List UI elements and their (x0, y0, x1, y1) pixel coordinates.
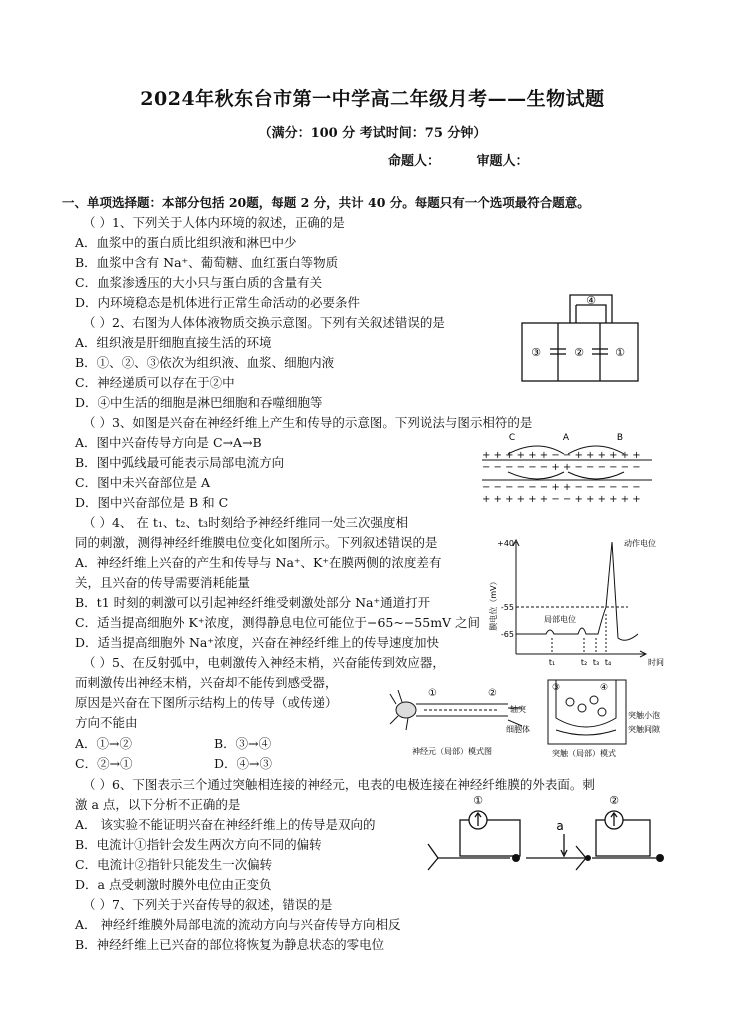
fig6-meter-2-label: ② (609, 794, 619, 807)
q6-option-a: A． 该实验不能证明兴奋在神经纤维上的传导是双向的 (75, 817, 376, 832)
figure-three-neurons (426, 790, 670, 880)
fig5-axon-label: 轴突 (510, 705, 526, 714)
q4-option-c: C．适当提高细胞外 K⁺浓度，测得静息电位可能位于−65~−55mV 之间 (75, 615, 481, 630)
question-4-stem-line1: （ ）4、 在 t₁、t₂、t₃时刻给予神经纤维同一处三次强度相 (83, 515, 408, 530)
page-title: 2024年秋东台市第一中学高二年级月考——生物试题 (140, 88, 605, 110)
figure-neuron-model (388, 680, 540, 760)
q7-option-b: B．神经纤维上已兴奋的部位将恢复为静息状态的零电位 (75, 937, 385, 952)
fig6-point-a-label: a (556, 819, 564, 833)
figure-synapse-model (546, 678, 670, 762)
fig2-label-4: ④ (586, 294, 596, 307)
q2-option-a: A．组织液是肝细胞直接生活的环境 (75, 335, 272, 350)
fig2-label-2: ② (574, 346, 584, 359)
question-3-stem: （ ）3、如图是兴奋在神经纤维上产生和传导的示意图。下列说法与图示相符的是 (83, 415, 533, 430)
fig5-cleft-label: 突触间隙 (628, 725, 660, 734)
question-6-stem-line1: （ ）6、下图表示三个通过突触相连接的神经元，电表的电极连接在神经纤维膜的外表面。刺 (83, 777, 595, 792)
question-7-stem: （ ）7、下列关于兴奋传导的叙述，错误的是 (83, 897, 333, 912)
fig5-neuron-label-1: ① (428, 688, 437, 699)
svg-text:+ + + + + + − − + + + + + +: + + + + + + − − + + + + + + (482, 450, 641, 461)
q6-option-d: D．a 点受刺激时膜外电位由正变负 (75, 877, 272, 892)
fig5-neuron-label-2: ② (488, 688, 497, 699)
section-heading: 一、单项选择题：本部分包括 20题，每题 2 分，共计 40 分。每题只有一个选项最符合题意。 (62, 195, 590, 210)
q2-option-b: B．①、②、③依次为组织液、血浆、细胞内液 (75, 355, 335, 370)
q2-option-d: D．④中生活的细胞是淋巴细胞和吞噬细胞等 (75, 395, 323, 410)
setter-label: 命题人： (388, 154, 441, 169)
fig5-synapse-label-4: ④ (600, 683, 609, 693)
question-2-stem: （ ）2、右图为人体体液物质交换示意图。下列有关叙述错误的是 (83, 315, 445, 330)
fig4-ytick-40: +40 (497, 539, 514, 548)
fig5-vesicle-label: 突触小泡 (628, 711, 660, 720)
fig2-label-3: ③ (531, 346, 541, 359)
authors (388, 150, 539, 169)
q1-option-c: C．血浆渗透压的大小只与蛋白质的含量有关 (75, 275, 323, 290)
fig3-label-c: C (508, 433, 516, 443)
fig5-synapse-caption: 突触（局部）模式 (552, 749, 616, 758)
fig5-synapse-label-3: ③ (552, 683, 561, 693)
fig4-ytick-55: -55 (500, 603, 514, 612)
fig4-local-label: 局部电位 (544, 615, 576, 624)
q3-option-c: C．图中未兴奋部位是 A (75, 475, 211, 490)
fig3-label-a: A (562, 433, 570, 443)
fig5-neuron-caption: 神经元（局部）模式图 (412, 747, 492, 756)
fig3-label-b: B (616, 433, 624, 443)
q4-option-a-cont: 关，且兴奋的传导需要消耗能量 (75, 575, 251, 590)
question-5-stem-line1: （ ）5、在反射弧中，电刺激传入神经末梢，兴奋能传到效应器， (83, 655, 445, 670)
q4-option-d: D．适当提高细胞外 Na⁺浓度，兴奋在神经纤维上的传导速度加快 (75, 635, 439, 650)
q3-option-a: A．图中兴奋传导方向是 C→A→B (75, 435, 262, 450)
q1-option-b: B．血浆中含有 Na⁺、葡萄糖、血红蛋白等物质 (75, 255, 339, 270)
q5-option-b: B．③→④ (214, 736, 272, 751)
q4-option-a: A．神经纤维上兴奋的产生和传导与 Na⁺、K⁺在膜两侧的浓度差有 (75, 555, 442, 570)
fig6-meter-1-label: ① (473, 794, 483, 807)
fig4-xlabel: 时间 (648, 658, 664, 667)
q6-option-c: C．电流计②指针只能发生一次偏转 (75, 857, 273, 872)
question-4-stem-line2: 同的刺激，测得神经纤维膜电位变化如图所示。下列叙述错误的是 (75, 535, 438, 550)
fig4-xtick-t1: t₁ (548, 658, 556, 667)
svg-text:+ + + + + + − − + + + + + +: + + + + + + − − + + + + + + (482, 494, 641, 505)
reviewer-label: 审题人： (476, 154, 529, 169)
q2-option-c: C．神经递质可以存在于②中 (75, 375, 235, 390)
q5-option-a: A．①→② (75, 736, 133, 751)
q5-option-c: C．②→① (75, 756, 133, 771)
question-5-stem-line4: 方向不能由 (75, 715, 138, 730)
fig4-xtick-t3: t₃ (592, 658, 600, 667)
q1-option-d: D．内环境稳态是机体进行正常生命活动的必要条件 (75, 295, 361, 310)
q3-option-d: D．图中兴奋部位是 B 和 C (75, 495, 229, 510)
svg-text:− − − − − − + + − − − − − −: − − − − − − + + − − − − − − (482, 482, 641, 493)
fig2-label-1: ① (615, 346, 625, 359)
question-5-stem-line3: 原因是兴奋在下图所示结构上的传导（或传递） (75, 695, 338, 710)
question-5-stem-line2: 而刺激传出神经末梢，兴奋却不能传到感受器， (75, 675, 338, 690)
fig4-peak-label: 动作电位 (624, 539, 656, 548)
fig4-ylabel: 膜电位（mV） (489, 577, 498, 631)
q6-option-b: B．电流计①指针会发生两次方向不同的偏转 (75, 837, 322, 852)
fig4-ytick-65: -65 (500, 630, 514, 639)
q7-option-a: A． 神经纤维膜外局部电流的流动方向与兴奋传导方向相反 (75, 917, 401, 932)
fig5-cell-body-label: 细胞体 (506, 725, 530, 734)
svg-text:− − − − − − + + − − − − − −: − − − − − − + + − − − − − − (482, 462, 641, 473)
q3-option-b: B．图中弧线最可能表示局部电流方向 (75, 455, 285, 470)
question-1-stem: （ ）1、下列关于人体内环境的叙述，正确的是 (83, 215, 345, 230)
q5-option-d: D．④→③ (214, 756, 272, 771)
figure-membrane-potential (488, 534, 668, 672)
fig4-xtick-t2: t₂ (580, 658, 588, 667)
question-6-stem-line2: 激 a 点，以下分析不正确的是 (75, 797, 241, 812)
q4-option-b: B．t1 时刻的刺激可以引起神经纤维受刺激处部分 Na⁺通道打开 (75, 595, 431, 610)
figure-nerve-fiber-excitation (478, 430, 656, 510)
q1-option-a: A．血浆中的蛋白质比组织液和淋巴中少 (75, 235, 297, 250)
figure-body-fluid-exchange (520, 287, 640, 383)
exam-info: （满分：100 分 考试时间：75 分钟） (258, 126, 487, 141)
fig4-xtick-t4: t₄ (604, 658, 612, 667)
